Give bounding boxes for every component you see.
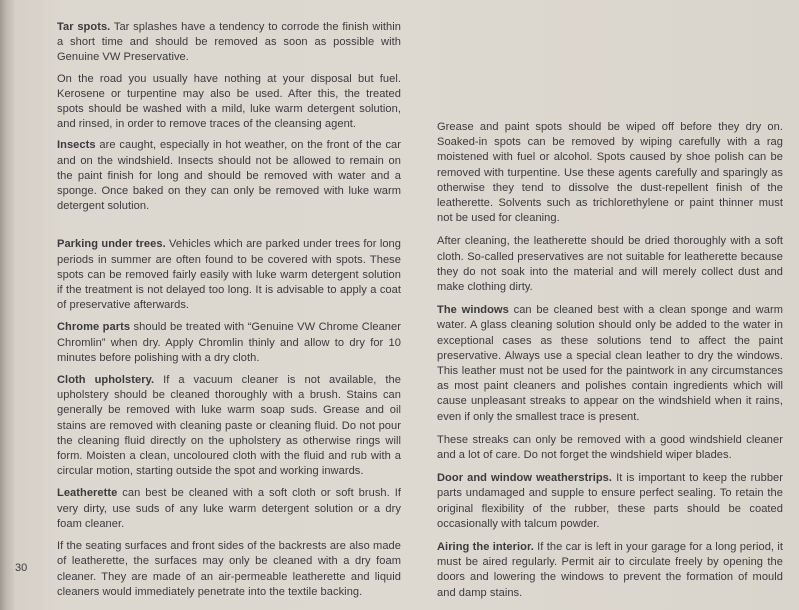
paragraph-streaks xyxy=(437,433,783,463)
paragraph-grease-paint-spots xyxy=(437,120,783,226)
right-column xyxy=(437,120,783,601)
page-number: 30 xyxy=(15,562,28,574)
paragraph-heading: Cloth upholstery. xyxy=(57,374,155,387)
paragraph-text: After cleaning, the leatherette should be dried thoroughly with a soft cloth. So-called preservatives are not suitable for leatherette because they do not soak into the material and will merely collect dust and make clothing dirty. xyxy=(437,235,783,294)
book-spine-shadow xyxy=(0,0,14,610)
paragraph-text: These streaks can only be removed with a good windshield cleaner and a lot of care. Do not forget the windshield wiper blades. xyxy=(437,433,783,462)
paragraph-text: can best be cleaned with a soft cloth or soft brush. If very dirty, use suds of any luke warm detergent solution or a dry foam cleaner. xyxy=(57,487,401,530)
paragraph-the-windows xyxy=(437,303,783,425)
paragraph-text: It is important to keep the rubber parts undamaged and supple to ensure perfect sealing. To retain the original flexibility of the rubber, these parts should be coated occasionally with talcum powder. xyxy=(437,472,784,530)
paragraph-heading: Insects xyxy=(57,139,96,152)
paragraph-weatherstrips xyxy=(437,471,783,532)
paragraph-text: can be cleaned best with a clean sponge and warm water. A glass cleaning solution should only be added to the water in exceptional cases as these solutions tend to affect the paint preservative. Always use a special clean leather to dry the windows. This leather must not be used for the paintwork in any circumstances as most paint cleaners and polishes contain ingredients which will cause unpleasant streaks to appear on the windshield when it rains, even if only the smallest trace is present. xyxy=(437,304,783,423)
paragraph-seating-surfaces xyxy=(57,539,401,600)
paragraph-text: are caught, especially in hot weather, on the front of the car and on the windshield. Insects should not be allowed to remain on the paint finish for long and should be removed with water and a sponge. Once baked on they can only be removed with luke warm detergent solution. xyxy=(57,139,401,213)
paragraph-text: Tar splashes have a tendency to corrode the finish within a short time and should be removed as soon as possible with Genuine VW Preservative. xyxy=(57,21,401,64)
paragraph-text: should be treated with “Genuine VW Chrome Cleaner Chromlin” when dry. Apply Chromlin thinly and allow to dry for 10 minutes before polishing with a dry cloth. xyxy=(57,321,401,364)
paragraph-text: If a vacuum cleaner is not available, the upholstery should be cleaned thoroughly with a brush. Stains can generally be removed with luke warm soap suds. Grease and oil stains are removed with cleaning paste or cleaning fluid. Do not pour the cleaning fluid directly on the upholstery as otherwise rings will form. Moisten a clean, uncoloured cloth with the fluid and rub with a circular motion, starting outside the spot and working inwards. xyxy=(57,374,401,478)
paragraph-text: Vehicles which are parked under trees for long periods in summer are often found to be covered with spots. These spots can be removed fairly easily with luke warm detergent solution if the treatment is not delayed too long. It is advisable to apply a coat of preservative afterwards. xyxy=(57,238,401,312)
paragraph-leatherette xyxy=(57,486,401,532)
paragraph-heading: Leatherette xyxy=(57,487,118,500)
paragraph-tar-spots xyxy=(57,20,401,66)
paragraph-heading: Tar spots. xyxy=(57,21,111,33)
paragraph-text: If the car is left in your garage for a long period, it must be aired regularly. Permit air to circulate freely by opening the doors and lowering the windows to prevent the formation of mould and damp stains. xyxy=(437,541,783,599)
paragraph-parking-under-trees xyxy=(57,237,401,313)
paragraph-on-the-road xyxy=(57,72,401,133)
paragraph-text: If the seating surfaces and front sides of the backrests are also made of leatherette, the surfaces may only be cleaned with a dry foam cleaner. They are made of an air-permeable leatherette and liquid cleaners would immediately penetrate into the textile backing. xyxy=(57,540,401,598)
paragraph-text: Grease and paint spots should be wiped off before they dry on. Soaked-in spots can be removed by wiping carefully with a rag moistened with fuel or alcohol. Spots caused by shoe polish can be removed with turpentine. Use these agents carefully and sparingly as otherwise they tend to dissolve the dust-repellent finish of the leatherette. Solvents such as trichlorethylene or paint thinner must not be used for cleaning. xyxy=(437,121,783,225)
paragraph-text: On the road you usually have nothing at your disposal but fuel. Kerosene or turpentine may also be used. After this, the treated spots should be washed with a mild, luke warm detergent solution, and rinsed, in order to remove traces of the cleansing agent. xyxy=(57,72,401,131)
paragraph-airing-interior xyxy=(437,540,783,601)
paragraph-heading: Parking under trees. xyxy=(57,238,166,251)
paragraph-heading: Airing the interior. xyxy=(437,541,534,554)
left-column xyxy=(57,20,401,600)
paragraph-chrome-parts xyxy=(57,320,401,366)
paragraph-cloth-upholstery xyxy=(57,373,401,479)
paragraph-heading: The windows xyxy=(437,304,509,317)
paragraph-heading: Door and window weatherstrips. xyxy=(437,472,613,485)
paragraph-insects xyxy=(57,138,401,214)
paragraph-heading: Chrome parts xyxy=(57,321,131,334)
paragraph-after-cleaning xyxy=(437,234,783,295)
